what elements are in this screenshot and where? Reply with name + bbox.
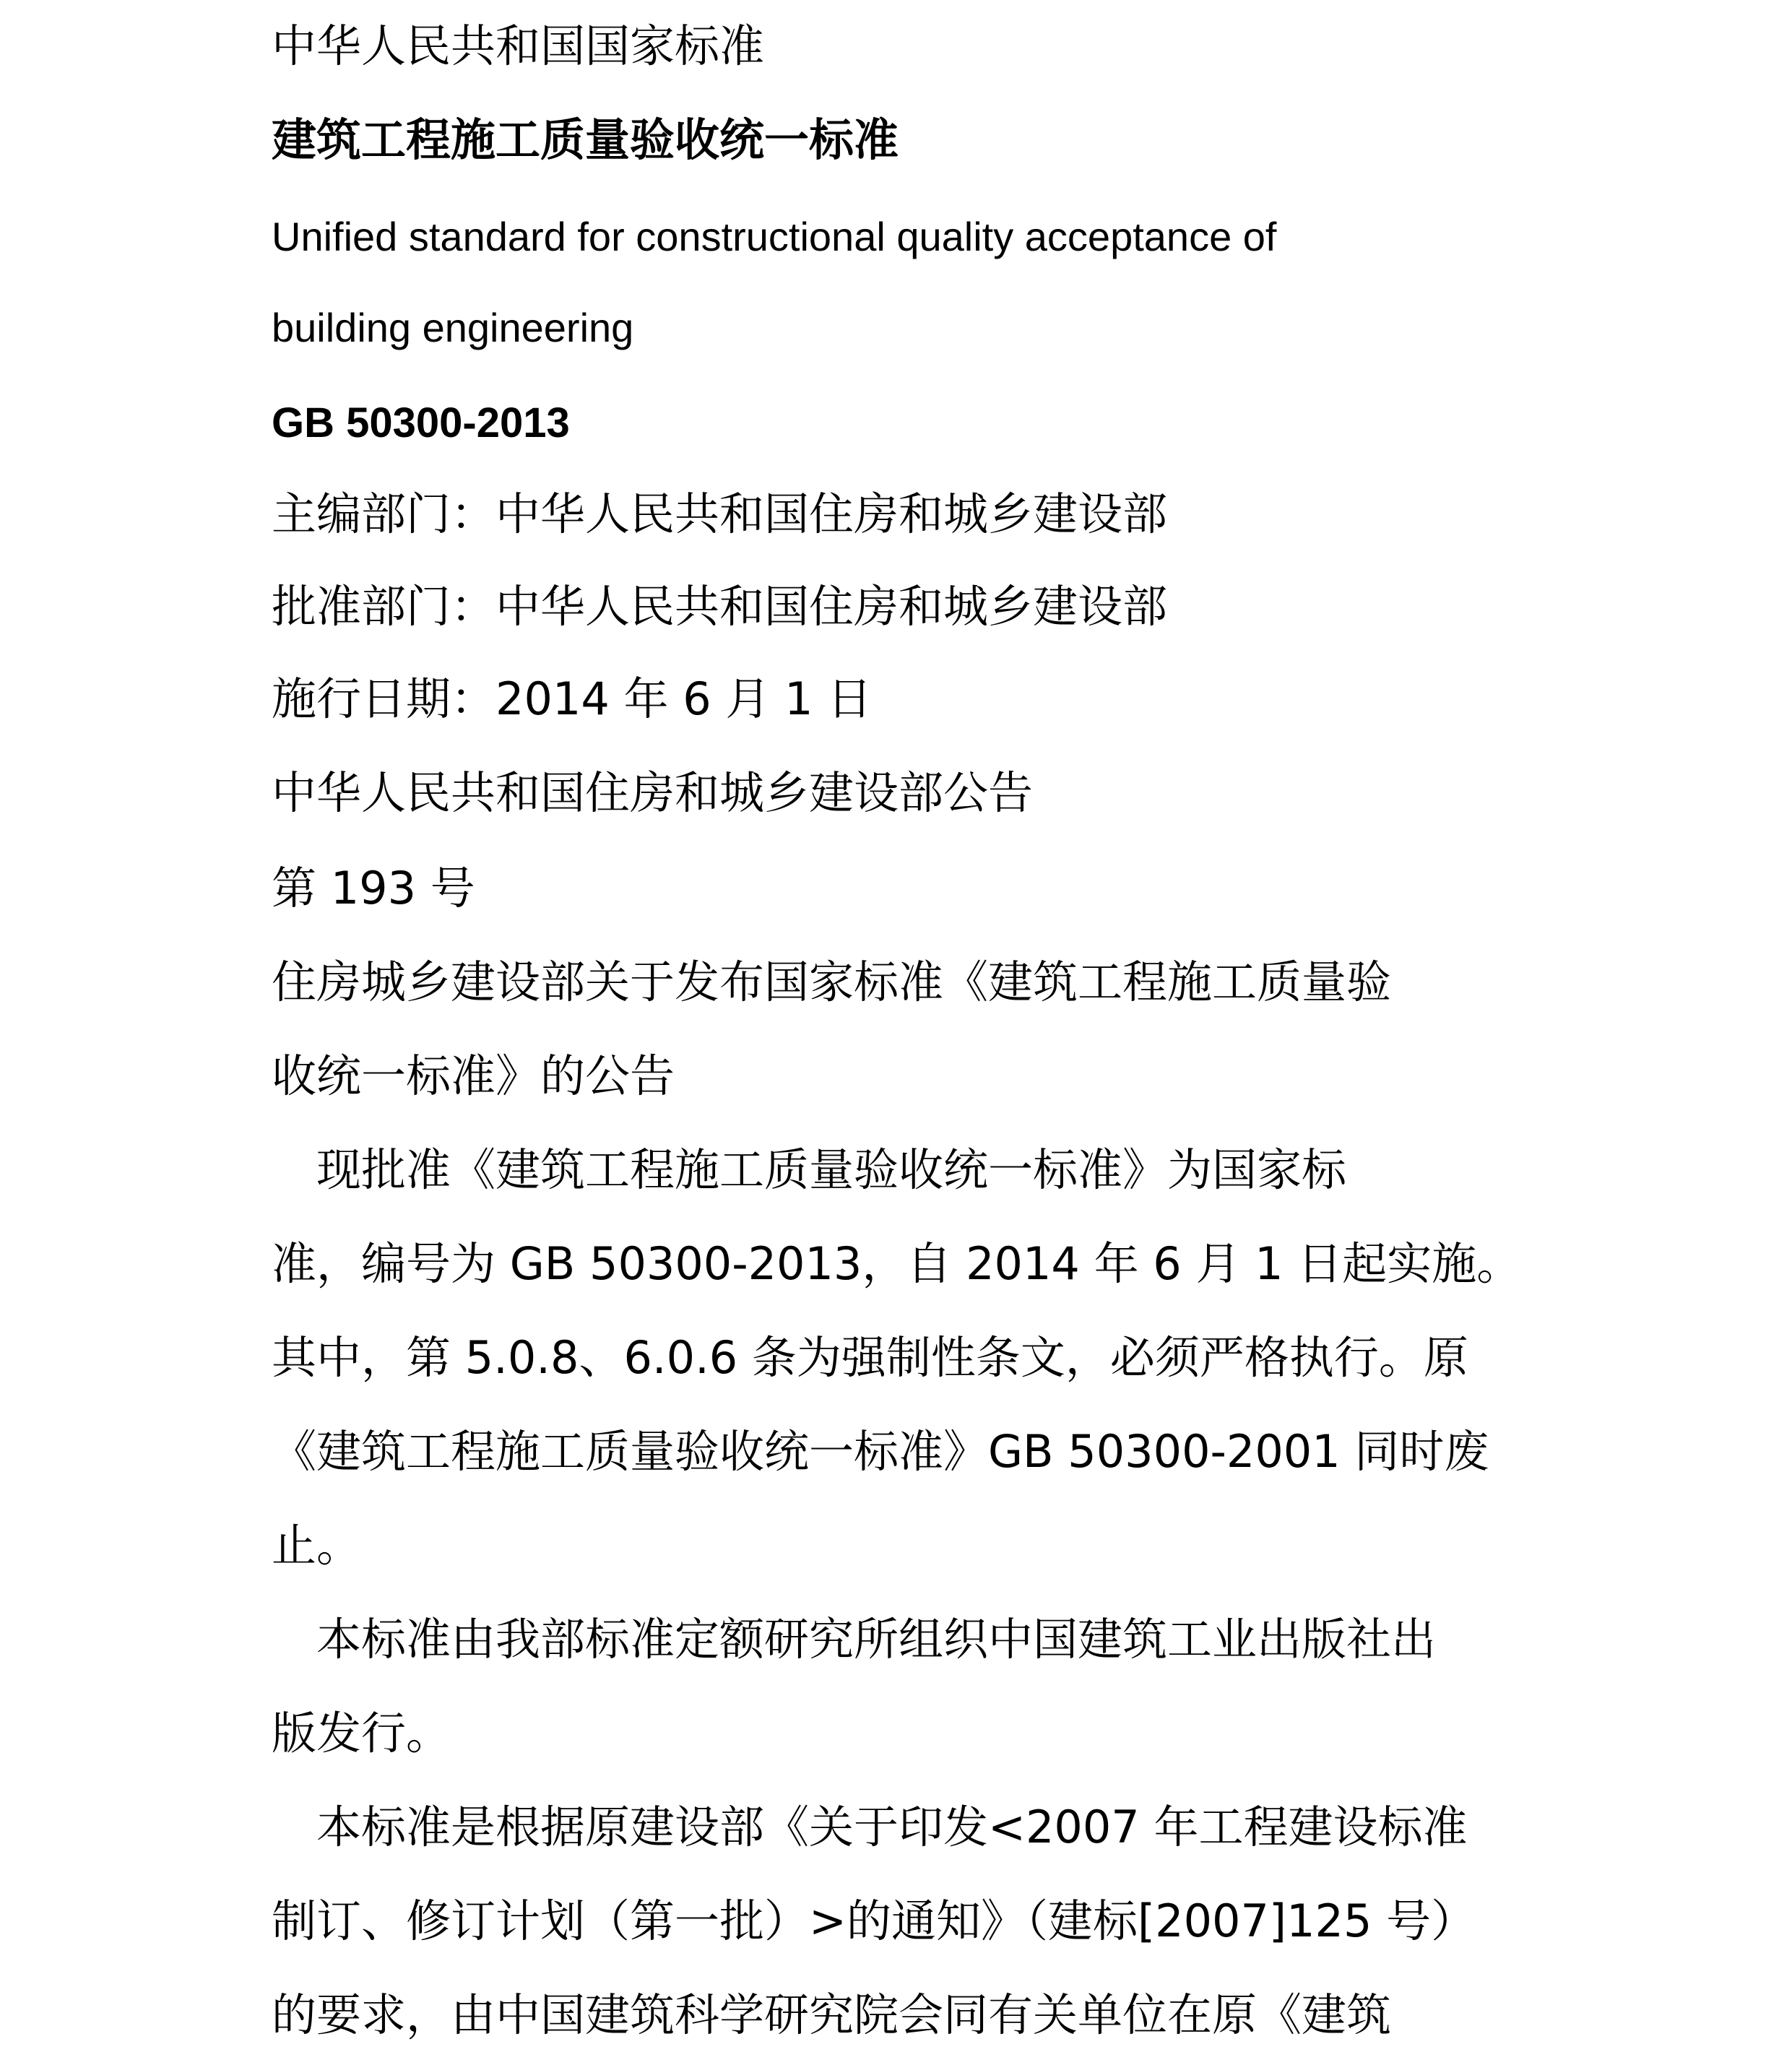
body-line: 本标准由我部标准定额研究所组织中国建筑工业出版社出 xyxy=(272,1613,1437,1666)
approver-value: 中华人民共和国住房和城乡建设部 xyxy=(495,580,1168,633)
body-line: 准，编号为 GB 50300-2013，自 2014 年 6 月 1 日起实施。 xyxy=(272,1237,1522,1290)
title-cn: 建筑工程施工质量验收统一标准 xyxy=(272,113,899,166)
body-line: 制订、修订计划（第一批）>的通知》（建标[2007]125 号） xyxy=(272,1895,1476,1947)
effective-date-row xyxy=(272,670,872,728)
body-line: 的要求，由中国建筑科学研究院会同有关单位在原《建筑 xyxy=(272,1988,1392,2041)
announcement-title-line2: 收统一标准》的公告 xyxy=(272,1049,675,1102)
title-en-line1: Unified standard for constructional quality acceptance of xyxy=(272,214,1277,259)
approver-label: 批准部门： xyxy=(272,580,496,633)
effective-date-label: 施行日期： xyxy=(272,672,496,725)
body-line: 版发行。 xyxy=(272,1707,451,1759)
chief-editor-label: 主编部门： xyxy=(272,488,496,540)
title-en-line2: building engineering xyxy=(272,305,634,350)
body-line: 其中，第 5.0.8、6.0.6 条为强制性条文，必须严格执行。原 xyxy=(272,1331,1468,1384)
approver-row xyxy=(272,578,1167,636)
announcement-issuer: 中华人民共和国住房和城乡建设部公告 xyxy=(272,766,1034,819)
chief-editor-value: 中华人民共和国住房和城乡建设部 xyxy=(495,488,1168,540)
announcement-number: 第 193 号 xyxy=(272,862,475,914)
body-line: 现批准《建筑工程施工质量验收统一标准》为国家标 xyxy=(272,1143,1347,1196)
announcement-title-line1: 住房城乡建设部关于发布国家标准《建筑工程施工质量验 xyxy=(272,956,1392,1008)
chief-editor-row xyxy=(272,485,1167,543)
header-org: 中华人民共和国国家标准 xyxy=(272,20,765,72)
standard-code: GB 50300-2013 xyxy=(272,399,570,446)
body-line: 本标准是根据原建设部《关于印发<2007 年工程建设标准 xyxy=(272,1801,1468,1853)
effective-date-value: 2014 年 6 月 1 日 xyxy=(495,672,873,725)
body-line: 止。 xyxy=(272,1519,362,1572)
body-line: 《建筑工程施工质量验收统一标准》GB 50300-2001 同时废 xyxy=(272,1425,1489,1478)
